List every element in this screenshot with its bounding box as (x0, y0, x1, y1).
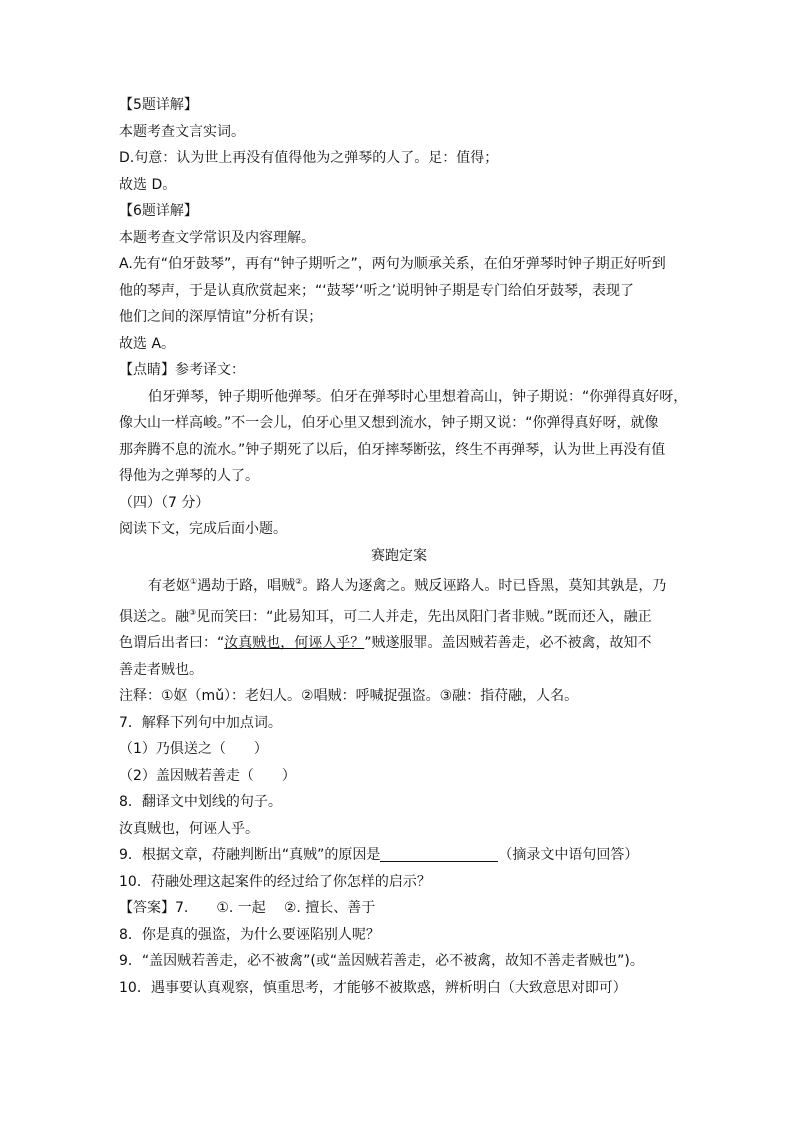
question-9-text: 9．根据文章，苻融判断出“真贼”的原因是 (119, 847, 381, 863)
document-page (119, 92, 688, 1001)
passage-text: 见而笑曰：“此易知耳，可二人并走，先出凤阳门者非贼。”既而还入，融正 (196, 608, 652, 625)
q6-line-1: 本题考查文学常识及内容理解。 (119, 229, 315, 246)
annotation-note: 注释：①妪（mǔ）：老妇人。②唱贼：呼喊捉强盗。③融：指苻融，人名。 (119, 688, 579, 704)
dianjing-header: 【点睛】参考译文： (119, 362, 245, 378)
passage-line-2 (119, 600, 679, 631)
passage-line-3 (119, 630, 679, 657)
q6-line-4: 他们之间的深厚情谊”分析有误； (119, 309, 323, 325)
answer-7 (119, 895, 679, 922)
footnote-marker: ③ (189, 607, 197, 617)
question-7-1: （1）乃俱送之（ ） (119, 741, 268, 757)
answer-blank (380, 847, 498, 862)
underlined-sentence: 汝真贼也，何诬人乎？ (224, 635, 365, 651)
part4-header: （四）（7 分） (119, 494, 210, 511)
question-9-hint: （摘录文中语句回答） (498, 847, 639, 863)
part4-instruction: 阅读下文，完成后面小题。 (119, 521, 287, 537)
passage-title: 赛跑定案 (371, 547, 427, 564)
answer-8: 8．你是真的强盗，为什么要诬陷别人呢？ (119, 926, 380, 943)
q6-line-3: 他的琴声，于是认真欣赏起来；“‘鼓琴’‘听之’说明钟子期是专门给伯牙鼓琴，表现了 (119, 282, 635, 299)
passage-text: 色谓后出者曰：“ (119, 635, 225, 651)
answer-7-1: ①. 一起 (216, 900, 266, 916)
passage-text: 俱送之。融 (119, 608, 189, 625)
q6-line-2: A.先有“伯牙鼓琴”，再有“钟子期听之”，两句为顺承关系，在伯牙弹琴时钟子期正好听到 (119, 256, 666, 272)
question-10: 10．苻融处理这起案件的经过给了你怎样的启示？ (119, 873, 431, 890)
passage-text: ”贼遂服罪。盖因贼若善走，必不被禽，故知不 (364, 635, 652, 651)
question-9 (119, 842, 679, 869)
passage-line-4: 善走者贼也。 (119, 661, 203, 678)
answer-label: 【答案】7. (119, 900, 189, 916)
question-8-sentence: 汝真贼也，何诬人乎。 (119, 820, 259, 837)
q5-line-1: 本题考查文言实词。 (119, 123, 245, 140)
translation-line-4: 得他为之弹琴的人了。 (119, 468, 259, 484)
answer-9: 9．“盖因贼若善走，必不被禽”(或“盖因贼若善走，必不被禽，故知不善走者贼也”)。 (119, 953, 644, 969)
q5-header: 【5题详解】 (119, 97, 198, 113)
q6-header: 【6题详解】 (119, 203, 198, 219)
question-8: 8．翻译文中划线的句子。 (119, 794, 282, 810)
translation-line-3: 那奔腾不息的流水。”钟子期死了以后，伯牙摔琴断弦，终生不再弹琴，认为世上再没有值 (119, 441, 666, 458)
answer-7-2: ②. 擅长、善于 (283, 900, 376, 916)
translation-line-1: 伯牙弹琴，钟子期听他弹琴。伯牙在弹琴时心里想着高山，钟子期说：“你弹得真好呀， (148, 388, 688, 405)
passage-text: 有老妪 (148, 578, 190, 594)
passage-text: 遇劫于路，唱贼 (197, 578, 296, 594)
passage-line-1 (119, 569, 679, 600)
q5-line-2: D.句意：认为世上再没有值得他为之弹琴的人了。足：值得； (119, 150, 499, 166)
question-7-2: （2）盖因贼若善走（ ） (119, 767, 296, 784)
q6-line-5: 故选 A。 (119, 335, 176, 352)
translation-line-2: 像大山一样高峻。”不一会儿，伯牙心里又想到流水，钟子期又说：“你弹得真好呀，就像 (119, 415, 659, 431)
footnote-marker: ① (190, 577, 198, 586)
passage-text: 。路人为逐禽之。贼反诬路人。时已昏黑，莫知其孰是，乃 (302, 578, 667, 594)
footnote-marker: ② (295, 577, 303, 586)
q5-line-3: 故选 D。 (119, 176, 177, 193)
answer-10: 10．遇事要认真观察，慎重思考，才能够不被欺惑，辨析明白（大致意思对即可） (119, 979, 627, 996)
question-7: 7．解释下列句中加点词。 (119, 714, 282, 731)
